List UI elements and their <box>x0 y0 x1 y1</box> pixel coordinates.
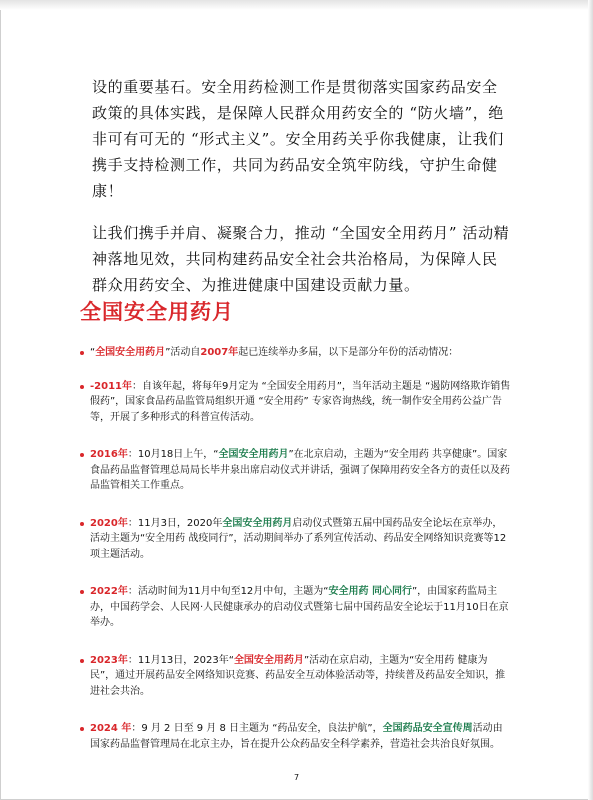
intro-year: 2007年 <box>200 347 239 358</box>
viewer-right-shade <box>588 0 593 800</box>
item-text: ：11月3日，2020年 <box>127 517 223 529</box>
bullet-icon <box>80 522 84 526</box>
item-year: 2011年 <box>94 380 132 392</box>
item-text: ”，由国家药监局主办，中国药学会、人民网·人民健康承办的启动仪式暨第七届中国药品安全论坛于11月10日在京举办。 <box>90 586 509 628</box>
list-item-intro <box>80 345 512 361</box>
viewer-top-shade <box>0 0 593 10</box>
intro-event-name: 全国安全用药月 <box>95 347 166 358</box>
section-title: 全国安全用药月 <box>80 300 234 324</box>
list-item-2016 <box>80 447 512 494</box>
item-text: 启动仪式暨第五届中国药品安全论坛在京举办，活动主题为“安全用药 战疫同行”，活动期间举办了系列宣传活动、药品安全网络知识竞赛等12项主题活动。 <box>90 517 507 560</box>
item-text: ：活动时间为11月中旬至12月中旬，主题为“ <box>127 586 329 597</box>
list-item-2020 <box>80 516 512 563</box>
item-text: ：11月13日，2023年“ <box>127 654 234 666</box>
page-number: 7 <box>293 773 300 782</box>
intro-quote-open: “ <box>90 347 96 358</box>
item-year-prefix: - <box>90 380 95 392</box>
intro-rest: 起已连续举办多届，以下是部分年份的活动情况： <box>238 347 459 358</box>
item-highlight: 全国安全用药月 <box>218 449 289 460</box>
list-item-2011 <box>80 379 512 426</box>
item-text: ：10月18日上午，“ <box>127 449 219 460</box>
bullet-icon <box>80 590 84 594</box>
bullet-icon <box>80 659 84 663</box>
item-text: ：自该年起，将每年9月定为 “全国安全用药月”，当年活动主题是 “遏防网络欺诈销售假药”，国家食品药品监管局组织开通 “安全用药” 专家咨询热线，统一制作安全用药公益广告等，开展了多种形式的科普宣传活动。 <box>90 380 511 423</box>
intro-mid: ”活动自 <box>165 347 201 358</box>
item-highlight: 安全用药 同心同行 <box>328 586 412 597</box>
bullet-icon <box>80 385 84 389</box>
item-year: 2022年 <box>90 586 128 597</box>
body-text <box>92 74 512 298</box>
item-highlight: 全国安全用药月 <box>222 517 293 529</box>
item-highlight: 全国安全用药月 <box>233 654 304 666</box>
list-item-2023 <box>80 653 512 700</box>
item-year: 2020年 <box>90 517 128 529</box>
item-year: 2023年 <box>90 654 128 666</box>
item-text: 活动由国家药品监督管理局在北京主办，旨在提升公众药品安全科学素养，营造社会共治良好氛围。 <box>90 723 503 750</box>
paragraph-1: 设的重要基石。安全用药检测工作是贯彻落实国家药品安全政策的具体实践，是保障人民群众用药安全的 “防火墙”，绝非可有可无的 “形式主义”。安全用药关乎你我健康，让我们携手支持检测工作，共同为药品安全筑牢防线，守护生命健康！ <box>92 78 504 200</box>
item-year: 2024 年 <box>90 723 132 734</box>
bullet-icon <box>80 727 84 731</box>
bullet-icon <box>80 453 84 457</box>
item-text: ”活动在京启动，主题为“安全用药 健康为民”，通过开展药品安全网络知识竞赛、药品安全互动体验活动等，持续普及药品安全知识，推进社会共治。 <box>90 654 506 697</box>
list-item-2022 <box>80 584 512 631</box>
item-highlight: 全国药品安全宣传周 <box>382 723 473 734</box>
item-year: 2016年 <box>90 449 128 460</box>
activity-list <box>80 345 512 774</box>
list-item-2024 <box>80 721 512 752</box>
paragraph-2: 让我们携手并肩、凝聚合力，推动 “全国安全用药月” 活动精神落地见效，共同构建药品安全社会共治格局，为保障人民群众用药安全、为推进健康中国建设贡献力量。 <box>92 224 510 294</box>
bullet-icon <box>80 351 84 355</box>
item-text: ”在北京启动，主题为“安全用药 共享健康”。国家食品药品监督管理总局局长毕井泉出席启动仪式并讲话，强调了保障用药安全各方的责任以及药品监管相关工作重点。 <box>90 449 510 491</box>
item-text: ：9 月 2 日至 9 月 8 日主题为 “药品安全，良法护航”， <box>131 723 383 734</box>
